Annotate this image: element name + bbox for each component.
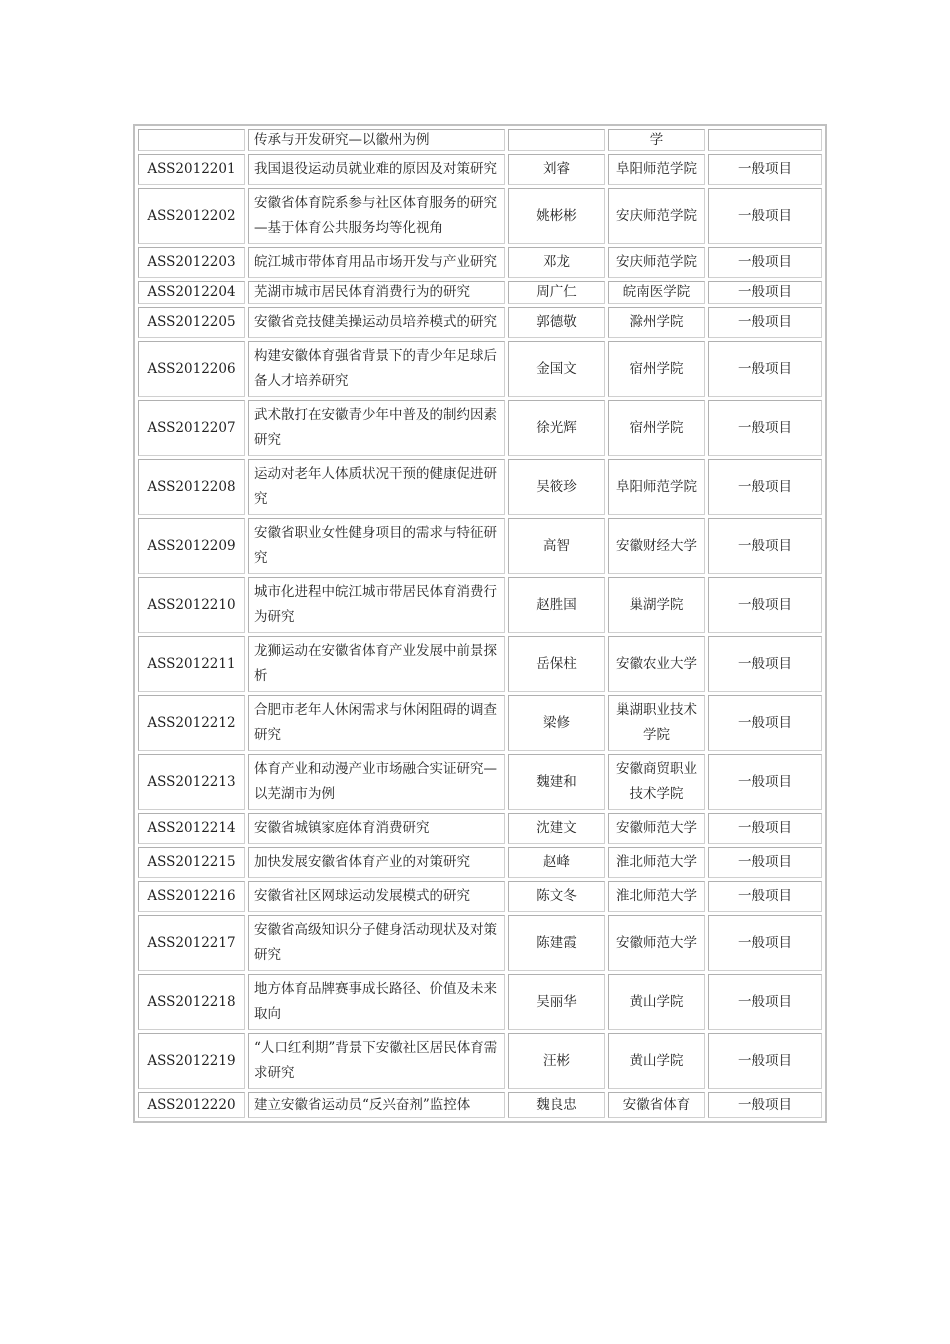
project-organization: 宿州学院 (608, 341, 705, 397)
project-organization: 黄山学院 (608, 1033, 705, 1089)
project-category: 一般项目 (708, 754, 822, 810)
table-row (138, 188, 822, 244)
table-row (138, 636, 822, 692)
project-title: 合肥市老年人休闲需求与休闲阻碍的调查研究 (248, 695, 505, 751)
project-leader: 魏良忠 (508, 1092, 605, 1118)
project-category: 一般项目 (708, 915, 822, 971)
project-leader (508, 129, 605, 151)
project-category: 一般项目 (708, 307, 822, 338)
project-leader: 姚彬彬 (508, 188, 605, 244)
project-organization: 安徽财经大学 (608, 518, 705, 574)
project-category: 一般项目 (708, 400, 822, 456)
project-id: ASS2012202 (138, 188, 245, 244)
project-organization: 安徽师范大学 (608, 813, 705, 844)
project-category: 一般项目 (708, 341, 822, 397)
project-organization: 黄山学院 (608, 974, 705, 1030)
project-leader: 吴筱珍 (508, 459, 605, 515)
project-title: 建立安徽省运动员“反兴奋剂”监控体 (248, 1092, 505, 1118)
project-title: 安徽省高级知识分子健身活动现状及对策研究 (248, 915, 505, 971)
project-id: ASS2012220 (138, 1092, 245, 1118)
project-category: 一般项目 (708, 974, 822, 1030)
project-title: 城市化进程中皖江城市带居民体育消费行为研究 (248, 577, 505, 633)
project-id: ASS2012211 (138, 636, 245, 692)
project-id: ASS2012215 (138, 847, 245, 878)
project-title: 安徽省体育院系参与社区体育服务的研究—基于体育公共服务均等化视角 (248, 188, 505, 244)
table-row (138, 341, 822, 397)
project-leader: 陈建霞 (508, 915, 605, 971)
project-organization: 巢湖职业技术学院 (608, 695, 705, 751)
project-organization: 安徽农业大学 (608, 636, 705, 692)
project-title: 皖江城市带体育用品市场开发与产业研究 (248, 247, 505, 278)
project-organization: 淮北师范大学 (608, 881, 705, 912)
project-title: 安徽省社区网球运动发展模式的研究 (248, 881, 505, 912)
project-leader: 沈建文 (508, 813, 605, 844)
table-row (138, 915, 822, 971)
project-leader: 岳保柱 (508, 636, 605, 692)
project-title: 加快发展安徽省体育产业的对策研究 (248, 847, 505, 878)
table-row (138, 129, 822, 151)
project-title: 传承与开发研究—以徽州为例 (248, 129, 505, 151)
project-category: 一般项目 (708, 813, 822, 844)
project-id: ASS2012213 (138, 754, 245, 810)
project-category: 一般项目 (708, 577, 822, 633)
project-organization: 安徽商贸职业技术学院 (608, 754, 705, 810)
project-leader: 金国文 (508, 341, 605, 397)
project-category: 一般项目 (708, 188, 822, 244)
project-title: 运动对老年人体质状况干预的健康促进研究 (248, 459, 505, 515)
project-organization: 安徽师范大学 (608, 915, 705, 971)
project-organization: 宿州学院 (608, 400, 705, 456)
project-id: ASS2012212 (138, 695, 245, 751)
project-category: 一般项目 (708, 154, 822, 185)
table-row (138, 974, 822, 1030)
project-organization: 学 (608, 129, 705, 151)
project-leader: 梁修 (508, 695, 605, 751)
table-row (138, 1033, 822, 1089)
project-id: ASS2012216 (138, 881, 245, 912)
project-title: 安徽省职业女性健身项目的需求与特征研究 (248, 518, 505, 574)
project-title: 龙狮运动在安徽省体育产业发展中前景探析 (248, 636, 505, 692)
project-title: 体育产业和动漫产业市场融合实证研究—以芜湖市为例 (248, 754, 505, 810)
project-organization: 安徽省体育 (608, 1092, 705, 1118)
project-leader: 郭德敬 (508, 307, 605, 338)
project-id: ASS2012205 (138, 307, 245, 338)
table-row (138, 577, 822, 633)
project-category: 一般项目 (708, 1033, 822, 1089)
table-row (138, 154, 822, 185)
project-id: ASS2012204 (138, 281, 245, 304)
project-organization: 阜阳师范学院 (608, 459, 705, 515)
project-category: 一般项目 (708, 459, 822, 515)
project-organization: 安庆师范学院 (608, 188, 705, 244)
project-id: ASS2012210 (138, 577, 245, 633)
project-leader: 高智 (508, 518, 605, 574)
project-id: ASS2012219 (138, 1033, 245, 1089)
project-leader: 赵胜国 (508, 577, 605, 633)
project-category: 一般项目 (708, 695, 822, 751)
table-row (138, 400, 822, 456)
table-row (138, 307, 822, 338)
project-organization: 皖南医学院 (608, 281, 705, 304)
project-id: ASS2012206 (138, 341, 245, 397)
project-list-table (133, 124, 827, 1123)
table-row (138, 813, 822, 844)
project-category: 一般项目 (708, 247, 822, 278)
table-row (138, 695, 822, 751)
project-title: 安徽省城镇家庭体育消费研究 (248, 813, 505, 844)
project-id: ASS2012214 (138, 813, 245, 844)
project-category: 一般项目 (708, 518, 822, 574)
project-id: ASS2012218 (138, 974, 245, 1030)
project-leader: 邓龙 (508, 247, 605, 278)
project-id: ASS2012208 (138, 459, 245, 515)
project-leader: 陈文冬 (508, 881, 605, 912)
project-title: 构建安徽体育强省背景下的青少年足球后备人才培养研究 (248, 341, 505, 397)
project-category: 一般项目 (708, 847, 822, 878)
project-category: 一般项目 (708, 1092, 822, 1118)
project-organization: 淮北师范大学 (608, 847, 705, 878)
project-organization: 滁州学院 (608, 307, 705, 338)
project-leader: 汪彬 (508, 1033, 605, 1089)
project-category (708, 129, 822, 151)
project-title: 安徽省竞技健美操运动员培养模式的研究 (248, 307, 505, 338)
project-organization: 巢湖学院 (608, 577, 705, 633)
table-row (138, 1092, 822, 1118)
project-id: ASS2012201 (138, 154, 245, 185)
project-organization: 安庆师范学院 (608, 247, 705, 278)
project-id: ASS2012203 (138, 247, 245, 278)
project-title: 芜湖市城市居民体育消费行为的研究 (248, 281, 505, 304)
project-id (138, 129, 245, 151)
project-leader: 吴丽华 (508, 974, 605, 1030)
project-title: “人口红利期”背景下安徽社区居民体育需求研究 (248, 1033, 505, 1089)
table-row (138, 754, 822, 810)
project-category: 一般项目 (708, 281, 822, 304)
table-row (138, 847, 822, 878)
project-id: ASS2012207 (138, 400, 245, 456)
project-leader: 刘睿 (508, 154, 605, 185)
table-row (138, 518, 822, 574)
table-row (138, 881, 822, 912)
table-row (138, 281, 822, 304)
project-title: 我国退役运动员就业难的原因及对策研究 (248, 154, 505, 185)
project-category: 一般项目 (708, 881, 822, 912)
project-category: 一般项目 (708, 636, 822, 692)
project-organization: 阜阳师范学院 (608, 154, 705, 185)
project-leader: 徐光辉 (508, 400, 605, 456)
project-id: ASS2012209 (138, 518, 245, 574)
project-title: 武术散打在安徽青少年中普及的制约因素研究 (248, 400, 505, 456)
table-row (138, 247, 822, 278)
project-leader: 周广仁 (508, 281, 605, 304)
table-row (138, 459, 822, 515)
project-id: ASS2012217 (138, 915, 245, 971)
project-title: 地方体育品牌赛事成长路径、价值及未来取向 (248, 974, 505, 1030)
project-leader: 赵峰 (508, 847, 605, 878)
project-leader: 魏建和 (508, 754, 605, 810)
